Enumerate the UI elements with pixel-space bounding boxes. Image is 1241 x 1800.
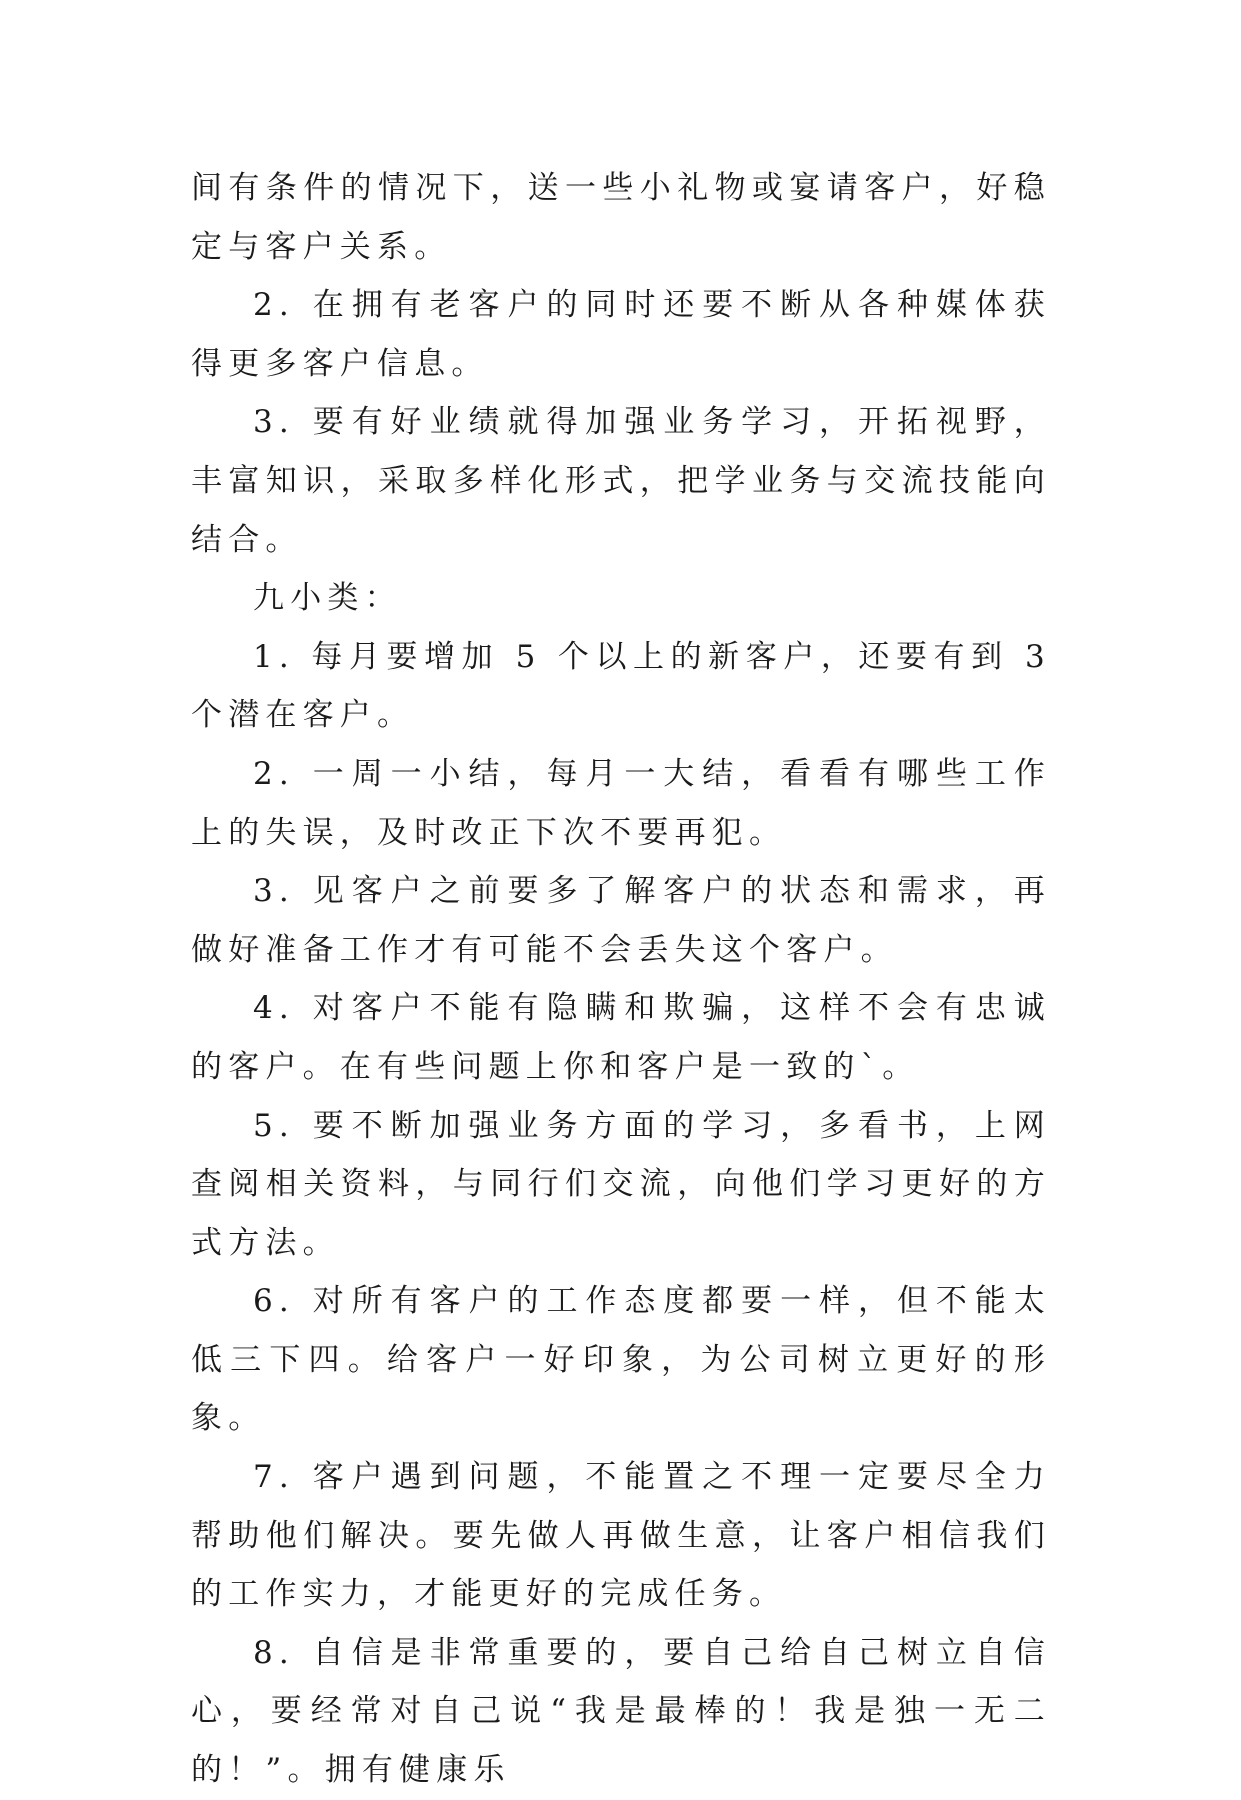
paragraph-item-2-new-clients: 2. 在拥有老客户的同时还要不断从各种媒体获得更多客户信息。 xyxy=(191,287,1051,382)
paragraph-item-3-study: 3. 要有好业绩就得加强业务学习，开拓视野，丰富知识，采取多样化形式，把学业务与交流技能向结合。 xyxy=(191,404,1051,558)
paragraph-item-3-preparation: 3. 见客户之前要多了解客户的状态和需求，再做好准备工作才有可能不会丢失这个客户。 xyxy=(191,873,1051,968)
paragraph-item-5-learning: 5. 要不断加强业务方面的学习，多看书，上网查阅相关资料，与同行们交流，向他们学习更好的方式方法。 xyxy=(191,1107,1051,1261)
document-body xyxy=(191,159,1051,1800)
paragraph-item-7-help: 7. 客户遇到问题，不能置之不理一定要尽全力帮助他们解决。要先做人再做生意，让客户相信我们的工作实力，才能更好的完成任务。 xyxy=(191,1459,1051,1613)
paragraph-item-4-honesty: 4. 对客户不能有隐瞒和欺骗，这样不会有忠诚的客户。在有些问题上你和客户是一致的`。 xyxy=(191,990,1051,1085)
paragraph-item-2-summary: 2. 一周一小结，每月一大结，看看有哪些工作上的失误，及时改正下次不要再犯。 xyxy=(191,755,1051,851)
paragraph-continuation: 间有条件的情况下，送一些小礼物或宴请客户，好稳定与客户关系。 xyxy=(191,170,1051,265)
paragraph-item-6-attitude: 6. 对所有客户的工作态度都要一样，但不能太低三下四。给客户一好印象，为公司树立更好的形象。 xyxy=(191,1283,1051,1437)
section-heading: 九小类： xyxy=(253,580,402,617)
paragraph-item-1-monthly-goal: 1. 每月要增加 5 个以上的新客户，还要有到 3 个潜在客户。 xyxy=(191,638,1051,734)
paragraph-item-8-confidence: 8. 自信是非常重要的，要自己给自己树立自信心，要经常对自己说“我是最棒的！我是独一无二的！”。拥有健康乐 xyxy=(191,1634,1051,1789)
